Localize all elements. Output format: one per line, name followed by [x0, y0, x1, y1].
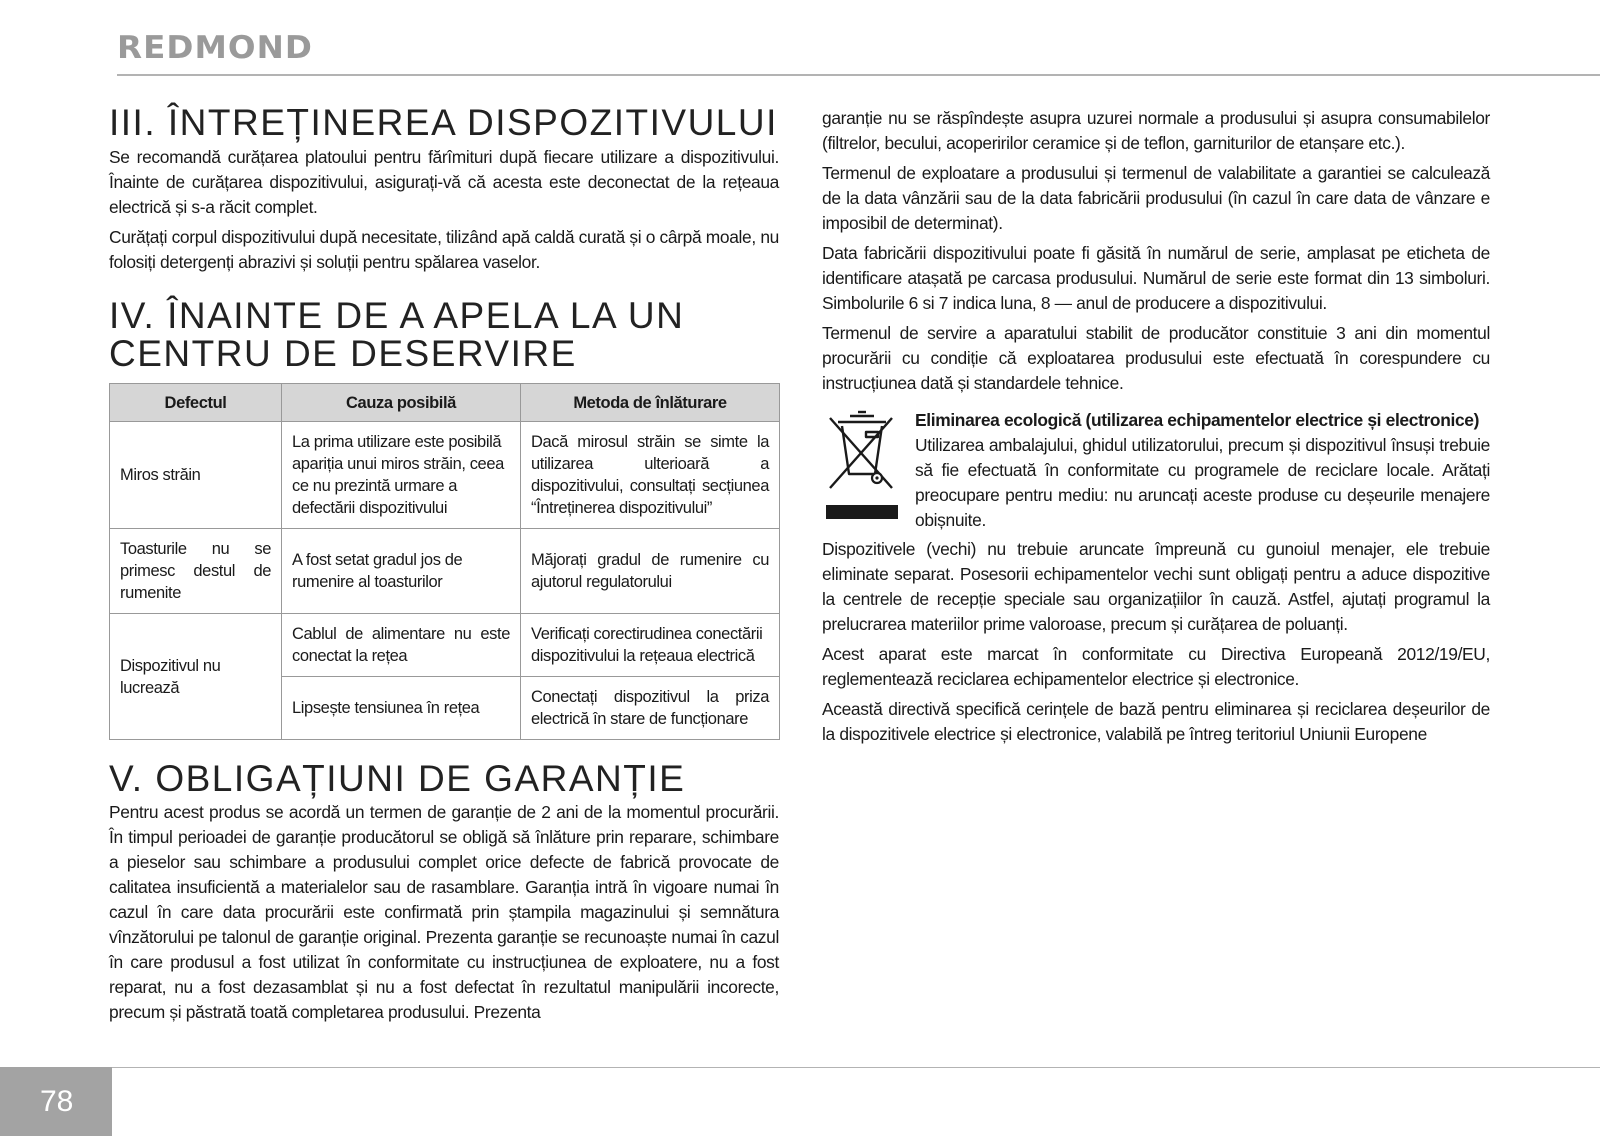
fix-cell: Dacă mirosul străin se simte la utilizarea ulterioară a dispozitivului, consultați secțiunea “Întreținerea dispozitivului” — [521, 422, 780, 529]
column-header-cause: Cauza posibilă — [282, 384, 521, 422]
maintenance-paragraph-1: Se recomandă curățarea platoului pentru fărîmituri după fiecare utilizare a dispozitivului. Înainte de curățarea dispozitivului, asigurați-vă că acesta este deconectat de la rețeaua electrică și s-a răcit complet. — [109, 147, 779, 217]
eco-disposal-text — [915, 408, 1490, 533]
eco-disposal-block — [822, 408, 1490, 533]
cause-cell: Cablul de alimentare nu este conectat la rețea — [282, 614, 521, 677]
crossed-out-wheelie-bin-icon — [822, 408, 902, 527]
page-number: 78 — [0, 1067, 112, 1136]
troubleshooting-table — [109, 383, 780, 740]
service-life-paragraph: Termenul de servire a aparatului stabilit de producător constituie 3 ani din momentul procurării cu condiție că exploatarea produsului este efectuată în corespundere cu instrucțiunea dată și standardele tehnice. — [822, 323, 1490, 393]
warranty-paragraph-continued: garanție nu se răspîndește asupra uzurei normale a produsului și asupra consumabilelor (filtrelor, becului, acoperirilor ceramice și de teflon, garniturilor de etanșare etc.). — [822, 108, 1490, 153]
section-iv-title: IV. ÎNAINTE DE A APELA LA UN CENTRU DE DESERVIRE — [109, 295, 685, 374]
disposal-paragraph: Dispozitivele (vechi) nu trebuie aruncate împreună cu gunoiul menajer, ele trebuie eliminate separat. Posesorii echipamentelor vechi sunt obligați pentru a aduce dispozitive la centrele de recepție speciale sau organizațiilor în cauză. Astfel, ajutați programul la prelucrarea materiilor prime valoroase, precum și curățarea de poluanți. — [822, 539, 1490, 634]
cause-cell: Lipsește tensiunea în rețea — [282, 677, 521, 740]
left-column — [109, 104, 779, 1030]
defect-cell: Toasturile nu se primesc destul de rumenite — [110, 529, 282, 614]
cause-cell: A fost setat gradul jos de rumenire al toasturilor — [282, 529, 521, 614]
directive-scope-paragraph: Această directivă specifică cerințele de bază pentru eliminarea și reciclarea deșeurilor de la dispozitivele electrice și electronice, valabilă pe întreg teritoriul Uniunii Europene — [822, 699, 1490, 744]
section-v-title: V. OBLIGAȚIUNI DE GARANȚIE — [109, 758, 686, 799]
column-header-fix: Metoda de înlăturare — [521, 384, 780, 422]
eco-disposal-description: Utilizarea ambalajului, ghidul utilizatorului, precum și dispozitivul însuși trebuie să fie efectuată în conformitate cu programele de reciclare locale. Arătați preocupare pentru mediu: nu aruncați aceste produse cu deșeurile menajere obișnuite. — [915, 435, 1490, 530]
maintenance-paragraph-2: Curățați corpul dispozitivului după necesitate, tilizând apă caldă curată și o cârpă moale, nu folosiți detergenți abrazivi și soluții pentru spălarea vaselor. — [109, 227, 779, 272]
fix-cell: Conectați dispozitivul la priza electrică în stare de funcționare — [521, 677, 780, 740]
fix-cell: Măjorați gradul de rumenire cu ajutorul regulatorului — [521, 529, 780, 614]
section-iii-title: III. ÎNTREȚINEREA DISPOZITIVULUI — [109, 102, 778, 143]
defect-cell: Miros străin — [110, 422, 282, 529]
table-row — [110, 529, 780, 614]
footer-divider — [112, 1067, 1600, 1068]
table-row — [110, 614, 780, 677]
warranty-paragraph: Pentru acest produs se acordă un termen de garanție de 2 ani de la momentul procurării. În timpul perioadei de garanție producătorul se obligă să înlăture prin reparare, schimbare a pieselor sau schimbare a produsului complet orice defecte de fabrică provocate de calitatea insuficientă a materialelor sau de rasamblare. Garanția intră în vigoare numai în cazul în care data procurării este confirmată prin ștampila magazinului și semnătura vînzătorului pe talonul de garanție original. Prezenta garanție se recunoaște numai în cazul în care produsul a fost utilizat în conformitate cu instrucțiunea de exploatere, nu a fost reparat, nu a fost dezasamblat și nu a fost defectat în rezultatul manipulării incorecte, precum și păstrată toată completarea produsului. Prezenta — [109, 802, 779, 1022]
directive-paragraph: Acest aparat este marcat în conformitate cu Directiva Europeană 2012/19/EU, reglementează reciclarea echipamentelor electrice și electronice. — [822, 644, 1490, 689]
redmond-logo: REDMOND — [117, 30, 314, 66]
table-header-row — [110, 384, 780, 422]
cause-cell: La prima utilizare este posibilă apariția unui miros străin, ceea ce nu prezintă urmare a defectării dispozitivului — [282, 422, 521, 529]
fix-cell: Verificați corectirudinea conectării dispozitivului la rețeaua electrică — [521, 614, 780, 677]
table-row — [110, 422, 780, 529]
manufacture-date-paragraph: Data fabricării dispozitivului poate fi găsită în numărul de serie, amplasat pe eticheta de identificare atașată pe carcasa produsului. Numărul de serie este format din 13 simboluri. Simbolurile 6 si 7 indica luna, 8 — anul de producere a dispozitivului. — [822, 243, 1490, 313]
defect-cell: Dispozitivul nu lucrează — [110, 614, 282, 740]
header-divider — [117, 74, 1600, 76]
eco-disposal-title: Eliminarea ecologică (utilizarea echipamentelor electrice și electronice) — [915, 410, 1480, 430]
service-term-paragraph: Termenul de exploatare a produsului și termenul de valabilitate a garantiei se calculează de la data vânzării sau de la data fabricării produsului (în cazul în care data de vânzare e imposibil de determinat). — [822, 163, 1490, 233]
column-header-defect: Defectul — [110, 384, 282, 422]
right-column — [822, 106, 1490, 752]
